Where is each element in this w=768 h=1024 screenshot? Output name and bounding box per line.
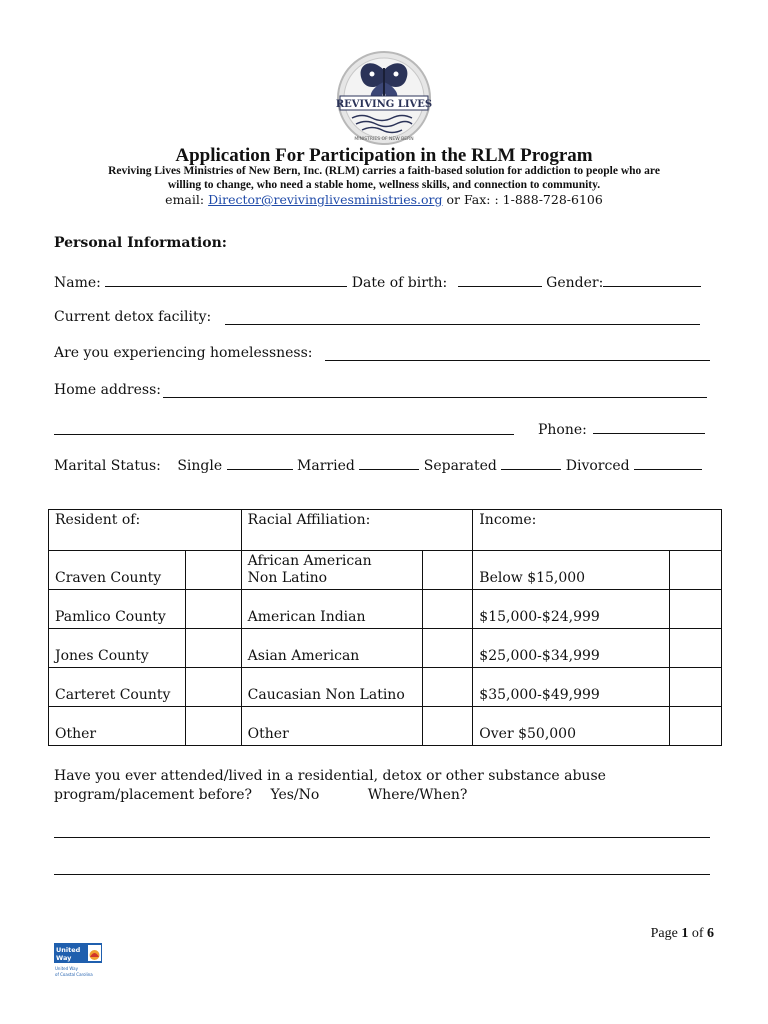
resident-checkbox[interactable]: [185, 707, 241, 746]
marital-label: Marital Status:: [54, 458, 161, 474]
resident-checkbox[interactable]: [185, 629, 241, 668]
reviving-lives-logo: [326, 50, 442, 146]
marital-separated-label: Separated: [423, 458, 497, 474]
where-when-label: Where/When?: [367, 787, 468, 803]
income-option: $15,000-$24,999: [473, 590, 670, 629]
resident-option: Pamlico County: [49, 590, 186, 629]
marital-divorced-label: Divorced: [565, 458, 630, 474]
page-total: 6: [707, 926, 714, 941]
income-checkbox[interactable]: [670, 590, 722, 629]
page-of: of: [691, 926, 704, 941]
income-checkbox[interactable]: [670, 668, 722, 707]
email-link[interactable]: Director@revivinglivesministries.org: [208, 192, 443, 207]
racial-option: Caucasian Non Latino: [241, 668, 423, 707]
name-field[interactable]: [105, 272, 347, 287]
table-row: [49, 629, 722, 668]
answer-line-1[interactable]: [54, 837, 710, 838]
fax-text: or Fax: : 1-888-728-6106: [446, 192, 603, 207]
racial-checkbox[interactable]: [423, 590, 473, 629]
gender-label: Gender:: [546, 275, 604, 291]
income-option: $35,000-$49,999: [473, 668, 670, 707]
racial-checkbox[interactable]: [423, 551, 473, 590]
logo-text: REVIVING LIVES: [335, 99, 433, 110]
table-header-row: [49, 510, 722, 551]
page-number: [651, 926, 714, 942]
marital-row: [54, 455, 702, 474]
question-line-1: Have you ever attended/lived in a residential, detox or other substance abuse: [54, 768, 606, 784]
marital-single-field[interactable]: [227, 455, 293, 470]
dob-label: Date of birth:: [351, 275, 448, 291]
income-checkbox[interactable]: [670, 707, 722, 746]
resident-option: Other: [49, 707, 186, 746]
dob-field[interactable]: [458, 272, 542, 287]
racial-option: Asian American: [241, 629, 423, 668]
page-prefix: Page: [650, 926, 678, 941]
resident-checkbox[interactable]: [185, 551, 241, 590]
marital-divorced-field[interactable]: [634, 455, 702, 470]
racial-checkbox[interactable]: [423, 629, 473, 668]
marital-separated-field[interactable]: [501, 455, 561, 470]
header-income: Income:: [473, 510, 722, 551]
phone-row: [538, 419, 705, 438]
income-option: $25,000-$34,999: [473, 629, 670, 668]
table-row: [49, 551, 722, 590]
yes-no-label: Yes/No: [270, 787, 320, 803]
question-line-2: program/placement before?: [54, 787, 252, 803]
address-field[interactable]: [163, 397, 707, 398]
name-label: Name:: [54, 275, 101, 291]
subtitle-line-1: Reviving Lives Ministries of New Bern, Inc. (RLM) carries a faith-based solution for addiction to people who are: [108, 165, 660, 177]
address-line-2-field[interactable]: [54, 434, 514, 435]
address-row: [54, 382, 161, 398]
table-row: [49, 668, 722, 707]
subtitle-line-2: willing to change, who need a stable home, wellness skills, and connection to community.: [167, 179, 601, 191]
gender-field[interactable]: [603, 272, 701, 287]
racial-option: African American Non Latino: [241, 551, 423, 590]
demographics-table: [48, 509, 722, 746]
income-checkbox[interactable]: [670, 629, 722, 668]
homeless-row: [54, 345, 313, 361]
detox-field[interactable]: [225, 324, 700, 325]
racial-checkbox[interactable]: [423, 668, 473, 707]
prior-program-question: [54, 767, 606, 805]
racial-option: Other: [241, 707, 423, 746]
racial-checkbox[interactable]: [423, 707, 473, 746]
income-checkbox[interactable]: [670, 551, 722, 590]
table-row: [49, 707, 722, 746]
uw-line-1: United: [56, 946, 81, 954]
detox-label: Current detox facility:: [54, 309, 212, 325]
phone-label: Phone:: [538, 422, 587, 438]
resident-checkbox[interactable]: [185, 590, 241, 629]
table-row: [49, 590, 722, 629]
phone-field[interactable]: [593, 419, 705, 434]
marital-married-label: Married: [297, 458, 355, 474]
uw-caption-2: of Coastal Carolina: [55, 972, 93, 977]
resident-option: Jones County: [49, 629, 186, 668]
page-current: 1: [681, 926, 689, 941]
homeless-field[interactable]: [325, 360, 710, 361]
logo-ring-text: MINISTRIES OF NEW BERN: [354, 137, 414, 142]
resident-option: Craven County: [49, 551, 186, 590]
contact-line: [0, 192, 768, 207]
marital-married-field[interactable]: [359, 455, 419, 470]
racial-option: American Indian: [241, 590, 423, 629]
marital-single-label: Single: [177, 458, 223, 474]
header-racial: Racial Affiliation:: [241, 510, 473, 551]
address-label: Home address:: [54, 382, 161, 398]
income-option: Over $50,000: [473, 707, 670, 746]
resident-option: Carteret County: [49, 668, 186, 707]
page-title: Application For Participation in the RLM Program: [175, 145, 593, 166]
resident-checkbox[interactable]: [185, 668, 241, 707]
uw-line-2: Way: [56, 954, 72, 962]
email-label: email:: [165, 192, 205, 207]
united-way-logo: [54, 943, 104, 983]
income-option: Below $15,000: [473, 551, 670, 590]
name-row: [54, 272, 701, 291]
answer-line-2[interactable]: [54, 874, 710, 875]
detox-row: [54, 309, 211, 325]
personal-info-heading: Personal Information:: [54, 235, 227, 251]
header-resident: Resident of:: [49, 510, 242, 551]
homeless-label: Are you experiencing homelessness:: [54, 345, 313, 361]
uw-caption-1: United Way: [55, 966, 78, 971]
